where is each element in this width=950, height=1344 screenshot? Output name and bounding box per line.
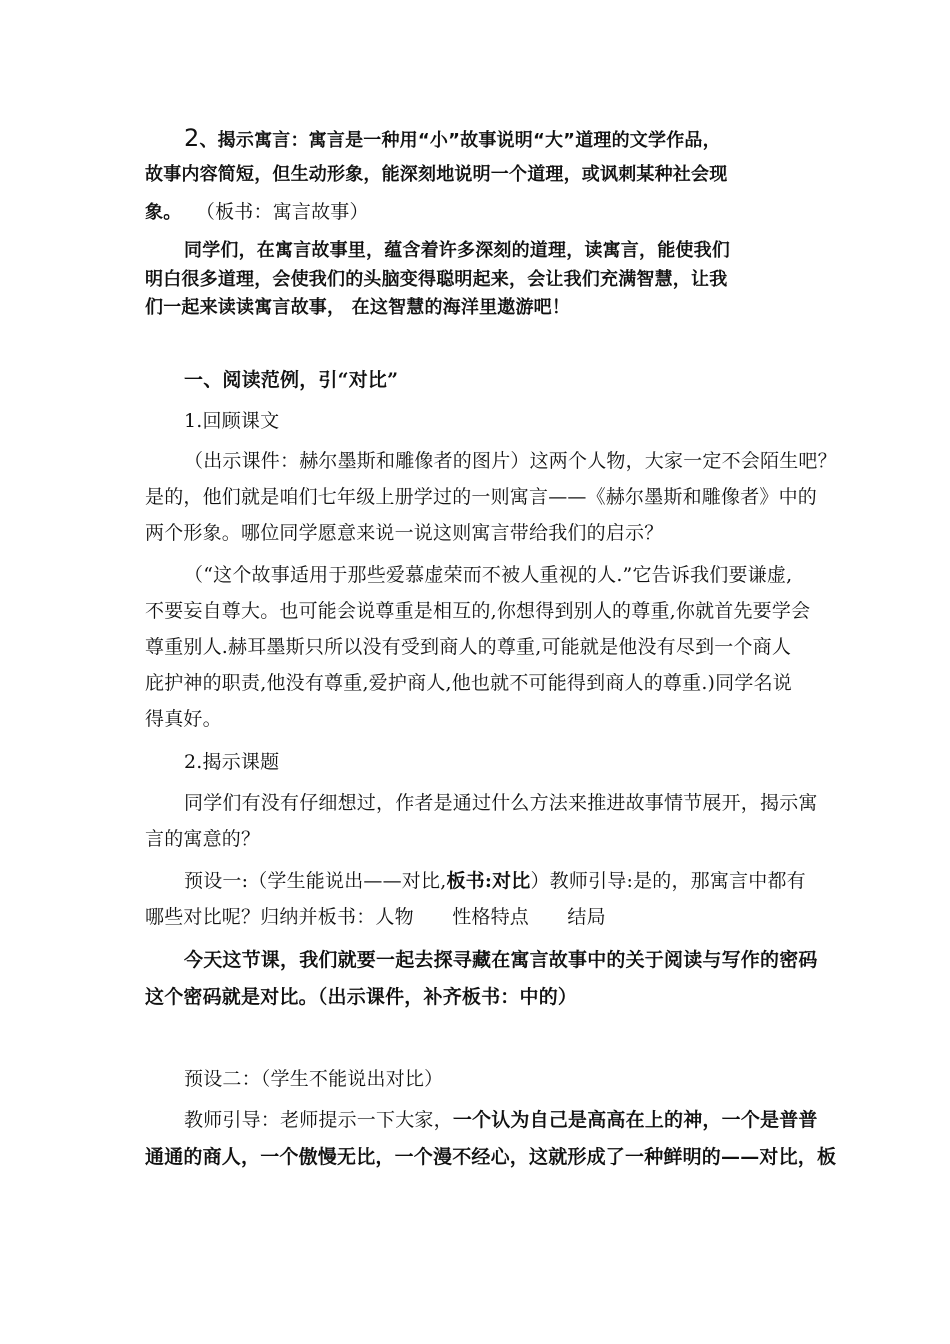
intro-paragraph2-line-2: 明白很多道理，会使我们的头脑变得聪明起来，会让我们充满智慧，让我	[145, 269, 728, 290]
preset-one-line-1: 预设一:（学生能说出——对比,板书:对比）教师引导:是的，那寓言中都有	[184, 870, 806, 892]
intro-paragraph-line-2: 故事内容简短，但生动形象，能深刻地说明一个道理，或讽刺某种社会现	[145, 164, 728, 185]
review-paragraph-line-2: 是的，他们就是咱们七年级上册学过的一则寓言——《赫尔墨斯和雕像者》中的	[145, 486, 818, 508]
review-paragraph-line-1: （出示课件：赫尔墨斯和雕像者的图片）这两个人物，大家一定不会陌生吧？	[184, 450, 837, 472]
intro-paragraph2-line-1: 同学们，在寓言故事里，蕴含着许多深刻的道理，读寓言，能使我们	[184, 240, 730, 261]
teacher-guide-line-1: 教师引导：老师提示一下大家，一个认为自己是高高在上的神，一个是普普	[184, 1109, 818, 1131]
intro-paragraph-line-3: 象。 （板书：寓言故事）	[145, 201, 369, 223]
insight-paragraph-line-3: 尊重别人.赫耳墨斯只所以没有受到商人的尊重,可能就是他没有尽到一个商人	[145, 636, 792, 658]
intro-paragraph2-line-3: 们一起来读读寓言故事， 在这智慧的海洋里遨游吧！	[145, 297, 571, 318]
insight-paragraph-line-5: 得真好。	[145, 708, 222, 730]
intro-number: 2	[184, 124, 200, 152]
board-note-fable: （板书：寓言故事）	[205, 201, 369, 223]
subheading-reveal-topic: 2.揭示课题	[184, 751, 280, 773]
question-paragraph-line-1: 同学们有没有仔细想过，作者是通过什么方法来推进故事情节展开，揭示寓	[184, 792, 818, 814]
key-statement-line-1: 今天这节课，我们就要一起去探寻藏在寓言故事中的关于阅读与写作的密码	[184, 949, 818, 971]
key-statement-line-2: 这个密码就是对比。（出示课件，补齐板书：中的）	[145, 986, 578, 1008]
board-note-contrast: 板书:对比	[446, 870, 531, 892]
preset-one-line-2: 哪些对比呢？归纳并板书：人物 性格特点 结局	[145, 906, 606, 928]
section-heading: 一、阅读范例，引“对比”	[184, 369, 399, 391]
insight-paragraph-line-1: （“这个故事适用于那些爱慕虚荣而不被人重视的人.”它告诉我们要谦虚,	[184, 564, 793, 586]
teacher-guide-line-2: 通通的商人，一个傲慢无比，一个漫不经心，这就形成了一种鲜明的——对比，板	[145, 1146, 837, 1168]
insight-paragraph-line-4: 庇护神的职责,他没有尊重,爱护商人,他也就不可能得到商人的尊重.)同学名说	[145, 672, 792, 694]
intro-paragraph-line-1: 2、揭示寓言：寓言是一种用“小”故事说明“大”道理的文学作品，	[184, 124, 721, 152]
question-paragraph-line-2: 言的寓意的？	[145, 828, 261, 850]
review-paragraph-line-3: 两个形象。哪位同学愿意来说一说这则寓言带给我们的启示？	[145, 522, 664, 544]
subheading-review: 1.回顾课文	[184, 410, 280, 432]
preset-two: 预设二：（学生不能说出对比）	[184, 1068, 444, 1090]
insight-paragraph-line-2: 不要妄自尊大。也可能会说尊重是相互的,你想得到别人的尊重,你就首先要学会	[145, 600, 811, 622]
